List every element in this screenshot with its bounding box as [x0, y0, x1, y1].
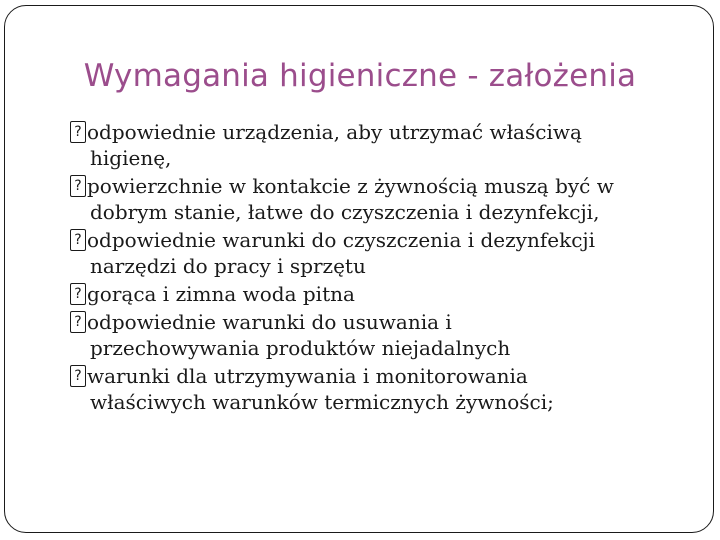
list-item-text	[87, 281, 690, 307]
list-item-line: przechowywania produktów niejadalnych	[90, 336, 511, 360]
missing-glyph-box-icon	[70, 365, 86, 387]
list-item-line: powierzchnie w kontakcie z żywnością muszą być w	[87, 174, 614, 198]
list-item-line: właściwych warunków termicznych żywności;	[90, 390, 554, 414]
list-item-text	[87, 173, 690, 225]
list-item	[70, 173, 690, 225]
missing-glyph-box-icon	[70, 283, 86, 305]
list-item-text	[87, 363, 690, 415]
list-item-line: odpowiednie warunki do usuwania i	[87, 310, 452, 334]
list-item-text	[87, 227, 690, 279]
list-item	[70, 309, 690, 361]
missing-glyph-box-icon	[70, 175, 86, 197]
list-item	[70, 227, 690, 279]
list-item-text	[87, 119, 690, 171]
missing-glyph-box-icon	[70, 229, 86, 251]
list-item-line: odpowiednie urządzenia, aby utrzymać właściwą	[87, 120, 582, 144]
list-item-line: gorąca i zimna woda pitna	[87, 282, 355, 306]
bullet-list	[70, 119, 690, 417]
list-item-line: odpowiednie warunki do czyszczenia i dezynfekcji	[87, 228, 595, 252]
missing-glyph-box-icon	[70, 121, 86, 143]
list-item	[70, 119, 690, 171]
list-item-line: higienę,	[90, 146, 172, 170]
list-item	[70, 281, 690, 307]
list-item-text	[87, 309, 690, 361]
list-item-line: narzędzi do pracy i sprzętu	[90, 254, 366, 278]
list-item	[70, 363, 690, 415]
list-item-line: warunki dla utrzymywania i monitorowania	[87, 364, 528, 388]
missing-glyph-box-icon	[70, 311, 86, 333]
slide-title: Wymagania higieniczne - założenia	[83, 58, 637, 94]
list-item-line: dobrym stanie, łatwe do czyszczenia i dezynfekcji,	[90, 200, 600, 224]
